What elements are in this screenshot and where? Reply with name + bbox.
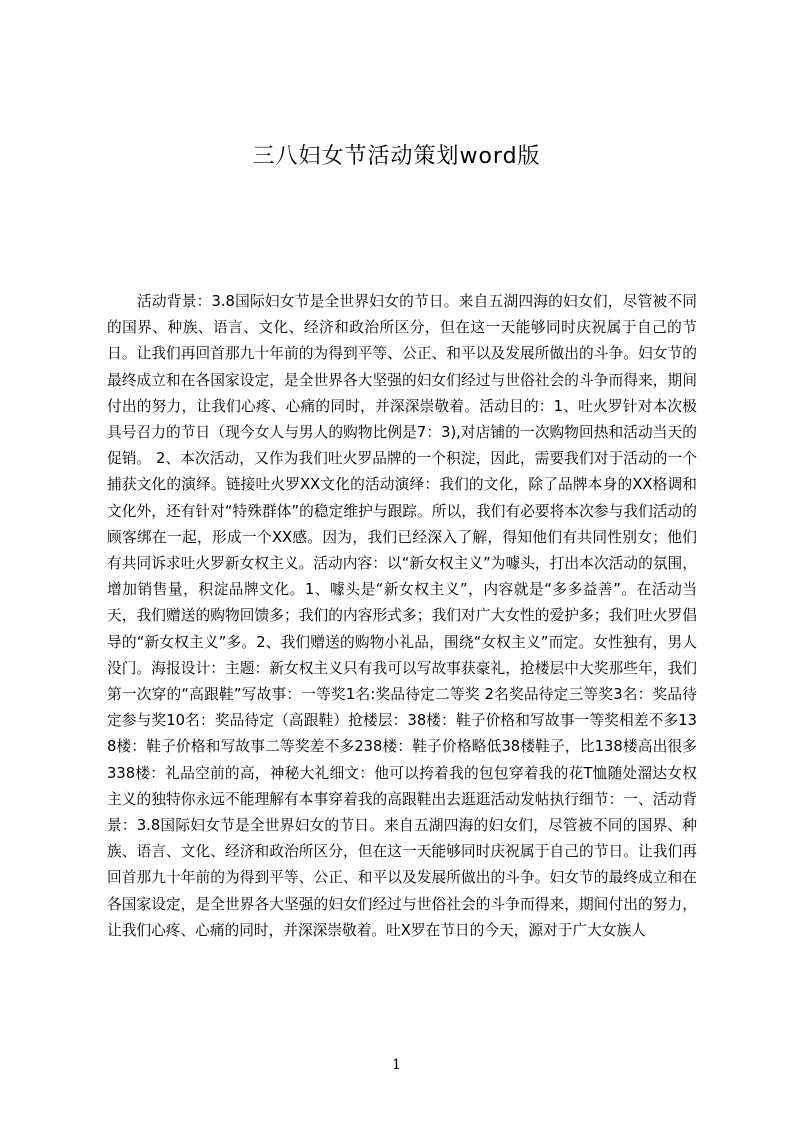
page-number: 1 xyxy=(392,1057,401,1073)
document-title: 三八妇女节活动策划word版 xyxy=(252,144,541,169)
document-body-paragraph: 活动背景：3.8国际妇女节是全世界妇女的节日。来自五湖四海的妇女们，尽管被不同的国界、种族、语言、文化、经济和政治所区分，但在这一天能够同时庆祝属于自己的节日。让我们再回首那九十年前的为得到平等、公正、和平以及发展所做出的斗争。妇女节的最终成立和在各国家设定，是全世界各大坚强的妇女们经过与世俗社会的斗争而得来，期间付出的努力，让我们心疼、心痛的同时，并深深崇敬着。活动目的：1、吐火罗针对本次极具号召力的节日（现今女人与男人的购物比例是7：3),对店铺的一次购物回热和活动当天的促销。 2、本次活动，又作为我们吐火罗品牌的一个积淀，因此，需要我们对于活动的一个捕获文化的演绎。链接吐火罗XX文化的活动演绎：我们的文化，除了品牌本身的XX格调和文化外，还有针对“特殊群体”的稳定维护与跟踪。所以，我们有必要将本次参与我们活动的顾客绑在一起，形成一个XX感。因为，我们已经深入了解，得知他们有共同性别女；他们有共同诉求吐火罗新女权主义。活动内容：以“新女权主义”为噱头，打出本次活动的氛围，增加销售量，积淀品牌文化。1、噱头是“新女权主义”，内容就是“多多益善”。在活动当天，我们赠送的购物回馈多；我们的内容形式多；我们对广大女性的爱护多；我们吐火罗倡导的“新女权主义”多。2、我们赠送的购物小礼品，围绕“女权主义”而定。女性独有，男人没门。海报设计：主题：新女权主义只有我可以写故事获豪礼，抢楼层中大奖那些年，我们第一次穿的“高跟鞋”写故事：一等奖1名:奖品待定二等奖 2名奖品待定三等奖3名：奖品待定参与奖10名：奖品待定（高跟鞋）抢楼层：38楼：鞋子价格和写故事一等奖相差不多138楼：鞋子价格和写故事二等奖差不多238楼：鞋子价格略低38楼鞋子，比138楼高出很多338楼：礼品空前的高，神秘大礼细文：他可以挎着我的包包穿着我的花T恤随处溜达女权主义的独特你永远不能理解有本事穿着我的高跟鞋出去逛逛活动发帖执行细节：一、活动背景：3.8国际妇女节是全世界妇女的节日。来自五湖四海的妇女们，尽管被不同的国界、种族、语言、文化、经济和政治所区分，但在这一天能够同时庆祝属于自己的节日。让我们再回首那九十年前的为得到平等、公正、和平以及发展所做出的斗争。妇女节的最终成立和在各国家设定，是全世界各大坚强的妇女们经过与世俗社会的斗争而得来，期间付出的努力，让我们心疼、心痛的同时，并深深崇敬着。吐X罗在节日的今天，源对于广大女族人 xyxy=(107,293,697,939)
